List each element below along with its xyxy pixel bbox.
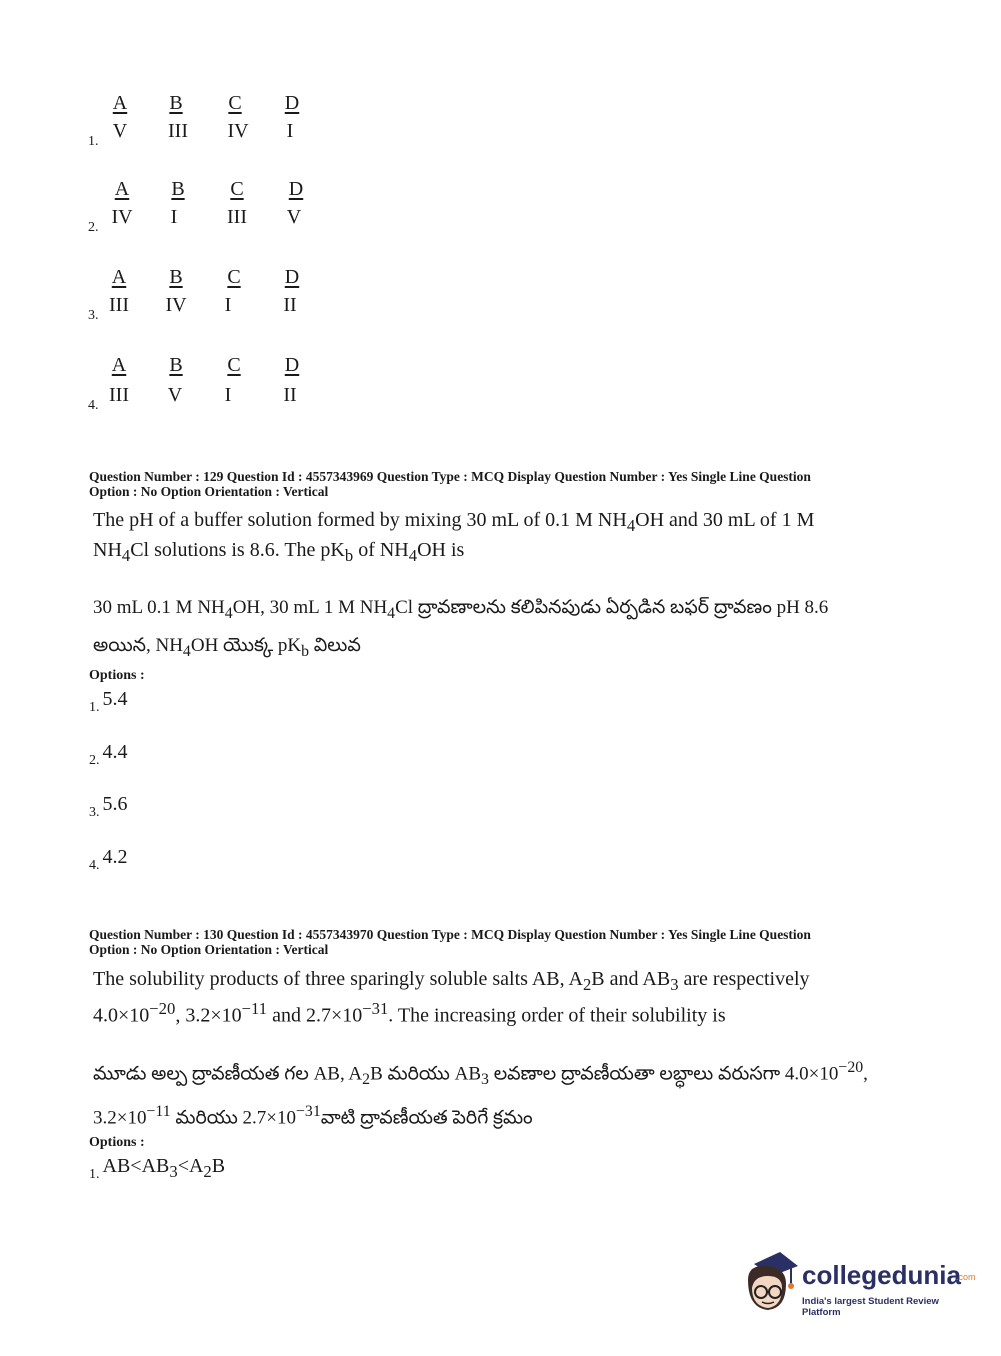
- column-header-c: C: [230, 178, 244, 200]
- option-number: 4.: [89, 858, 100, 873]
- column-header-a: A: [111, 266, 127, 288]
- brand-name: collegedunia: [802, 1260, 961, 1290]
- match-value: IV: [111, 206, 133, 228]
- option-number: 1.: [89, 1167, 100, 1182]
- match-value: III: [227, 206, 247, 228]
- option-number: 2.: [88, 220, 99, 235]
- match-value: I: [170, 206, 178, 228]
- column-header-b: B: [171, 178, 185, 200]
- option-2[interactable]: [89, 741, 128, 768]
- column-header-b: B: [169, 92, 183, 114]
- column-header-c: C: [227, 354, 241, 376]
- match-value: II: [283, 294, 297, 316]
- option-4[interactable]: [89, 846, 128, 873]
- option-1[interactable]: [89, 1155, 225, 1182]
- option-text: 5.4: [102, 688, 128, 710]
- match-value: I: [286, 120, 294, 142]
- column-header-d: D: [284, 92, 300, 114]
- option-number: 4.: [88, 398, 99, 413]
- option-text: $AB<AB_3<A_2B$: [102, 1155, 226, 1181]
- option-3[interactable]: [89, 793, 128, 820]
- column-header-d: D: [288, 178, 304, 200]
- brand-suffix: .com: [956, 1272, 976, 1282]
- option-number: 3.: [88, 308, 99, 323]
- option-number: 1.: [88, 134, 99, 149]
- match-value: IV: [227, 120, 249, 142]
- column-header-a: A: [114, 178, 130, 200]
- match-value: I: [224, 384, 232, 406]
- column-header-a: A: [112, 92, 128, 114]
- option-text: 4.4: [102, 741, 128, 763]
- match-value: III: [109, 294, 129, 316]
- option-text: 5.6: [102, 793, 128, 815]
- question-129-metadata: [89, 469, 889, 499]
- column-header-d: D: [284, 266, 300, 288]
- options-label: Options :: [89, 668, 145, 683]
- brand-tagline: India's largest Student Review Platform: [802, 1296, 939, 1318]
- column-header-a: A: [111, 354, 127, 376]
- question-129-english: The pH of a buffer solution formed by mixing 30 mL of 0.1 M $NH_4OH$ and 30 mL of 1 M $NH_4Cl$ solutions is 8.6. The $pK_b$ of $NH_4OH$ is: [93, 509, 815, 565]
- match-value: V: [112, 120, 128, 142]
- column-header-b: B: [169, 266, 183, 288]
- question-130-english: The solubility products of three sparingly soluble salts AB, $A_2B$ and $AB_3$ are respectively $4.0\times 10^{-20}$, $3.2\times 10^{-11}$ and $2.7\times 10^{-31}$. The increasing order of their solubility is: [93, 968, 810, 1027]
- metadata-line: Option : No Option Orientation : Vertical: [89, 942, 329, 957]
- column-header-c: C: [228, 92, 242, 114]
- match-value: V: [286, 206, 302, 228]
- mascot-icon: [740, 1250, 800, 1316]
- options-label: Options :: [89, 1135, 145, 1150]
- match-value: IV: [165, 294, 187, 316]
- match-value: I: [224, 294, 232, 316]
- match-value: V: [167, 384, 183, 406]
- match-value: III: [168, 120, 188, 142]
- metadata-line: Question Number : 130 Question Id : 4557343970 Question Type : MCQ Display Question Number : Yes Single Line Question: [89, 927, 811, 942]
- column-header-b: B: [169, 354, 183, 376]
- question-130-telugu: మూడు అల్ప ద్రావణీయత గల AB, $A_2B$ మరియు $AB_3$ లవణాల ద్రావణీయతా లబ్ధాలు వరుసగా $4.0\times 10^{-20}$, $3.2\times 10^{-11}$ మరియు $2.7\times 10^{-31}వాటి$ ద్రావణీయత పెరిగే క్రమం: [93, 1059, 868, 1129]
- option-number: 2.: [89, 753, 100, 768]
- metadata-line: Option : No Option Orientation : Vertical: [89, 484, 329, 499]
- metadata-line: Question Number : 129 Question Id : 4557343969 Question Type : MCQ Display Question Number : Yes Single Line Question: [89, 469, 811, 484]
- question-129-telugu: 30 mL 0.1 M $NH_4OH$, 30 mL 1 M $NH_4Cl$ ద్రావణాలను కలిపినపుడు ఏర్పడిన బఫర్ ద్రావణం pH 8.6 అయిన, $NH_4OH$ యొక్క $pK_b$ విలువ: [93, 597, 829, 660]
- match-value: II: [283, 384, 297, 406]
- column-header-d: D: [284, 354, 300, 376]
- match-value: III: [109, 384, 129, 406]
- option-text: 4.2: [102, 846, 128, 868]
- column-header-c: C: [227, 266, 241, 288]
- collegedunia-logo: [740, 1250, 976, 1318]
- option-number: 1.: [89, 700, 100, 715]
- question-130-metadata: [89, 927, 889, 957]
- option-1[interactable]: [89, 688, 128, 715]
- option-number: 3.: [89, 805, 100, 820]
